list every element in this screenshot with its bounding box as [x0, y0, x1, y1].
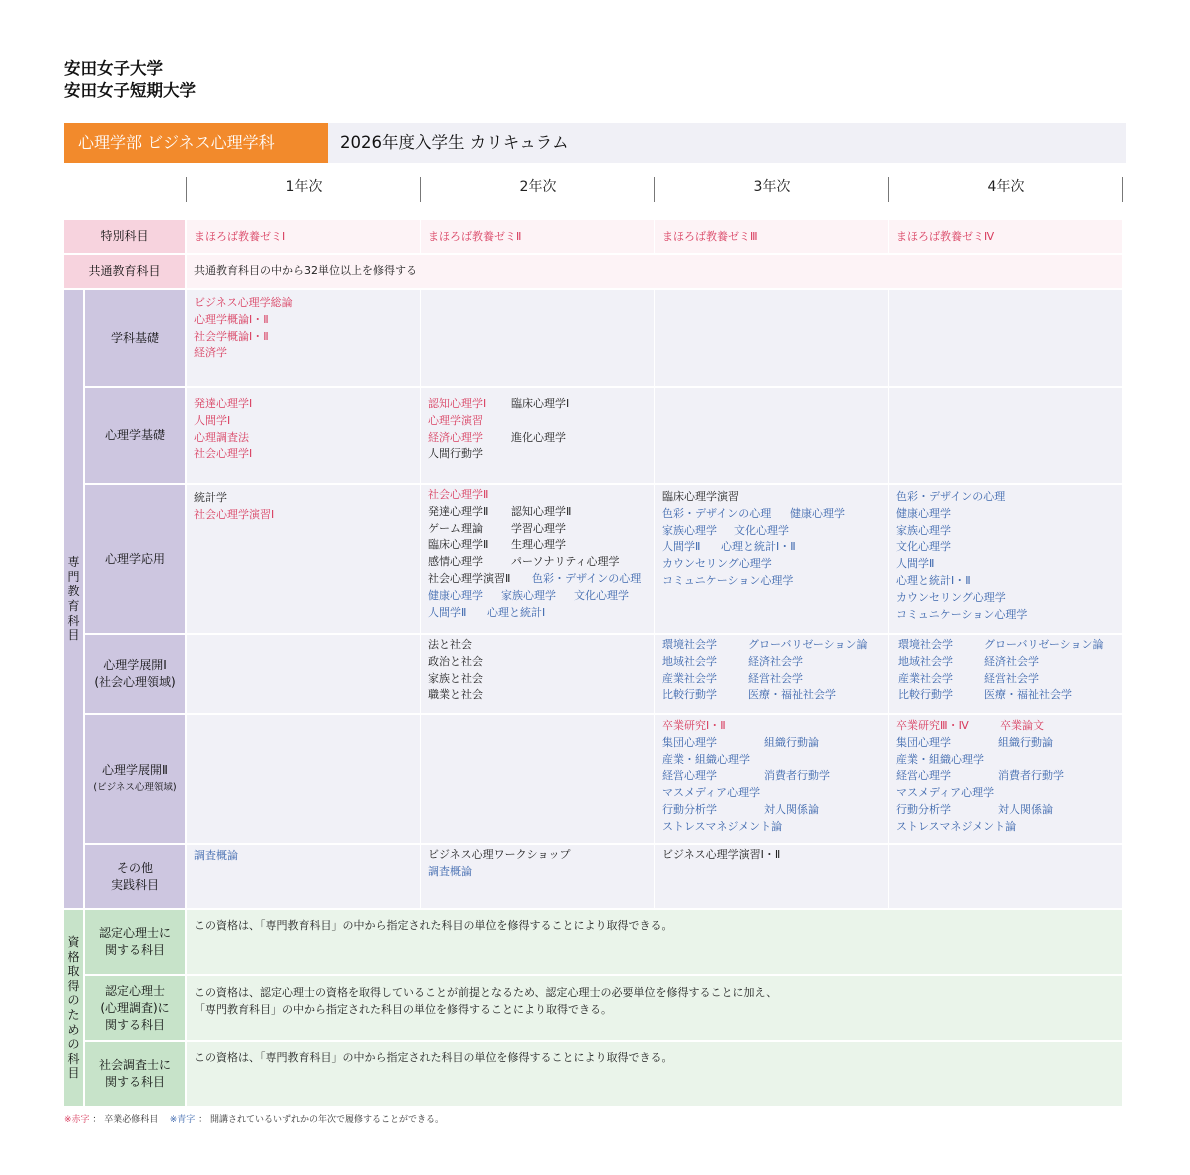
course: 人間学Ⅱ: [428, 605, 467, 619]
row-label-q2: [85, 976, 185, 1040]
applied-y2: [421, 485, 654, 633]
course: 医療・福祉社会学: [748, 688, 836, 702]
course: 臨床心理学演習: [662, 490, 739, 503]
course: 調査概論: [428, 864, 472, 878]
course: 地域社会学: [898, 654, 953, 668]
special-y4: まほろば教養ゼミⅣ: [889, 220, 1122, 253]
course: 経営心理学: [896, 769, 951, 783]
course: 色彩・デザインの心理: [896, 490, 1006, 503]
course: 生理心理学: [511, 538, 566, 552]
course: 健康心理学: [790, 506, 845, 520]
row-label-line: 認定心理士: [104, 983, 165, 998]
psych-basic-y4: [889, 388, 1122, 483]
row-label-line: その他: [116, 860, 153, 875]
legend-blue-desc: ： 開講されているいずれかの年次で履修することができる。: [195, 1115, 445, 1125]
course: 産業・組織心理学: [662, 752, 750, 766]
row-label-applied: 心理学応用: [85, 485, 185, 633]
course: パーソナリティ心理学: [511, 555, 620, 569]
row-label-line: 心理学展開Ⅱ: [102, 763, 168, 777]
row-label-line: 実践科目: [110, 877, 159, 892]
course: 経済社会学: [984, 654, 1039, 668]
dev2-y2: [421, 715, 654, 843]
course: 医療・福祉社会学: [984, 688, 1072, 702]
course: 人間行動学: [428, 447, 483, 461]
department-label: 心理学部 ビジネス心理学科: [64, 123, 328, 163]
course: 社会心理学演習Ⅱ: [428, 571, 511, 585]
vertical-char: 門: [67, 569, 80, 584]
course: 卒業研究Ⅲ・Ⅳ: [896, 719, 969, 732]
vertical-text: [67, 555, 79, 643]
course: マスメディア心理学: [896, 786, 995, 800]
legend-note: [64, 1114, 444, 1126]
course: 法と社会: [428, 638, 472, 651]
special-y1: まほろば教養ゼミⅠ: [187, 220, 420, 253]
group-label-specialized: [64, 290, 83, 908]
course: 心理学演習: [428, 413, 483, 427]
row-label-line: 関する科目: [104, 1017, 165, 1032]
curriculum-title: 2026年度入学生 カリキュラム: [340, 133, 569, 152]
course: 認知心理学Ⅱ: [511, 504, 572, 518]
course: 経済社会学: [748, 654, 803, 668]
vertical-char: 科: [67, 613, 80, 628]
college-name: 安田女子短期大学: [64, 81, 196, 100]
course: 比較行動学: [898, 688, 953, 702]
course: 卒業研究Ⅰ・Ⅱ: [662, 719, 726, 732]
other-y1: [187, 845, 420, 908]
course: 産業社会学: [898, 671, 953, 685]
other-y2: [421, 845, 654, 908]
course: ビジネス心理学演習Ⅰ・Ⅱ: [662, 848, 781, 861]
course: 人間学Ⅰ: [194, 413, 231, 427]
vertical-text: [67, 935, 79, 1081]
vertical-char: め: [67, 1022, 80, 1037]
row-label-common: 共通教育科目: [64, 255, 185, 288]
course: 臨床心理学Ⅱ: [428, 538, 489, 552]
course: 対人関係論: [998, 802, 1053, 816]
course: コミュニケーション心理学: [896, 607, 1028, 621]
legend-blue-word: 青字: [177, 1115, 196, 1125]
applied-y1: [187, 485, 420, 633]
course: 家族と社会: [428, 671, 483, 685]
vertical-char: 教: [67, 584, 80, 599]
course: カウンセリング心理学: [662, 557, 772, 571]
dev2-y1: [187, 715, 420, 843]
course: 家族心理学: [896, 523, 951, 537]
row-label-line: 心理学展開Ⅰ: [103, 658, 167, 672]
year-header-3: 3年次: [753, 179, 791, 195]
dev2-y4: [889, 715, 1122, 843]
course: 行動分析学: [662, 802, 717, 816]
course: 統計学: [194, 491, 227, 504]
vertical-char: 資: [67, 935, 80, 950]
course: 調査概論: [194, 849, 238, 862]
course: 発達心理学Ⅱ: [428, 504, 489, 518]
course: カウンセリング心理学: [896, 590, 1006, 604]
course: コミュニケーション心理学: [662, 573, 794, 587]
q1-text: この資格は、「専門教育科目」の中から指定された科目の単位を修得することにより取得できる。: [187, 910, 1122, 974]
title-banner: [64, 123, 1126, 163]
basic-y3: [655, 290, 888, 386]
legend-mark: ※: [169, 1115, 178, 1125]
course: 家族心理学: [501, 588, 556, 602]
course: 心理と統計Ⅰ: [487, 605, 546, 619]
course: ゲーム理論: [428, 521, 483, 535]
row-label-q1: [85, 910, 185, 974]
course: 心理学概論Ⅰ・Ⅱ: [194, 312, 269, 326]
year-header-1: 1年次: [285, 179, 323, 195]
course: 比較行動学: [662, 688, 717, 702]
course: ビジネス心理学総論: [194, 296, 293, 309]
vertical-char: 取: [67, 964, 80, 979]
course: 社会学概論Ⅰ・Ⅱ: [194, 329, 269, 343]
course: ビジネス心理ワークショップ: [428, 848, 571, 861]
dev1-y1: [187, 635, 420, 713]
basic-y2: [421, 290, 654, 386]
course: 対人関係論: [764, 802, 819, 816]
course: 人間学Ⅱ: [896, 557, 935, 571]
q2-text-line: 「専門教育科目」の中から指定された科目の単位を修得することにより取得できる。: [194, 1002, 612, 1016]
row-label-dev2: [85, 715, 185, 843]
course: 心理と統計Ⅰ・Ⅱ: [721, 540, 796, 554]
course: 経済心理学: [428, 430, 483, 444]
course: 卒業論文: [1000, 719, 1044, 732]
other-y3: [655, 845, 888, 908]
course: 産業・組織心理学: [896, 752, 984, 766]
course: 家族心理学: [662, 523, 717, 537]
dev2-y3: [655, 715, 888, 843]
course: 職業と社会: [428, 688, 483, 702]
course: 社会心理学Ⅱ: [428, 488, 489, 501]
special-y3: まほろば教養ゼミⅢ: [655, 220, 888, 253]
vertical-char: 専: [67, 555, 80, 570]
vertical-char: 育: [67, 599, 80, 613]
common-text: 共通教育科目の中から32単位以上を修得する: [187, 255, 1122, 288]
course: 人間学Ⅱ: [662, 540, 701, 554]
psych-basic-y3: [655, 388, 888, 483]
other-y4: [889, 845, 1122, 908]
legend-red-desc: ： 卒業必修科目: [89, 1115, 159, 1125]
course: 文化心理学: [574, 588, 629, 602]
course: 色彩・デザインの心理: [662, 506, 772, 520]
course: 組織行動論: [998, 735, 1053, 749]
course: 政治と社会: [428, 654, 483, 668]
course: 環境社会学: [662, 638, 717, 651]
course: 経済学: [194, 346, 227, 360]
vertical-char: 得: [67, 978, 80, 993]
course: 心理調査法: [194, 430, 249, 444]
vertical-char: 科: [67, 1051, 80, 1066]
dev1-y3: [655, 635, 888, 713]
university-names: [64, 58, 196, 102]
applied-y4: [889, 485, 1122, 633]
course: 行動分析学: [896, 802, 951, 816]
course: 健康心理学: [428, 588, 483, 602]
course: 心理と統計Ⅰ・Ⅱ: [896, 573, 971, 587]
applied-y3: [655, 485, 888, 633]
vertical-char: 格: [67, 949, 80, 964]
row-label-dev1: [85, 635, 185, 713]
legend-red-word: 赤字: [71, 1115, 90, 1125]
university-name: 安田女子大学: [64, 59, 163, 78]
course: 色彩・デザインの心理: [532, 571, 642, 585]
course: 感情心理学: [428, 555, 483, 569]
group-label-qualification: [64, 910, 83, 1106]
course: 健康心理学: [896, 506, 951, 520]
q2-text: [187, 976, 1122, 1040]
course: 組織行動論: [764, 735, 819, 749]
row-label-basic: 学科基礎: [85, 290, 185, 386]
course: 進化心理学: [511, 430, 566, 444]
course: 経営社会学: [748, 671, 803, 685]
vertical-char: た: [67, 1008, 80, 1022]
row-label-q3: [85, 1042, 185, 1106]
basic-y4: [889, 290, 1122, 386]
course: 発達心理学Ⅰ: [194, 397, 253, 410]
course: 集団心理学: [662, 735, 717, 749]
course: 環境社会学: [898, 638, 953, 651]
vertical-char: の: [67, 993, 80, 1008]
course: 認知心理学Ⅰ: [428, 397, 487, 410]
course: 学習心理学: [511, 521, 566, 535]
row-label-line: (社会心理領域): [94, 675, 176, 689]
psych-basic-y2: [421, 388, 654, 483]
course: 地域社会学: [662, 654, 717, 668]
course: ストレスマネジメント論: [662, 819, 783, 833]
row-label-line: 関する科目: [104, 943, 165, 957]
course: 産業社会学: [662, 671, 717, 685]
year-header-2: 2年次: [519, 179, 557, 195]
course: 消費者行動学: [998, 769, 1064, 783]
psych-basic-y1: [187, 388, 420, 483]
dev1-y2: [421, 635, 654, 713]
row-label-other: [85, 845, 185, 908]
row-label-line: (心理調査)に: [100, 1000, 170, 1015]
year-header-4: 4年次: [987, 179, 1025, 195]
row-label-line: 関する科目: [104, 1075, 165, 1089]
row-label-special: 特別科目: [64, 220, 185, 253]
course: 経営心理学: [662, 769, 717, 783]
row-label-line: (ビジネス心理領域): [93, 782, 177, 793]
vertical-char: の: [67, 1037, 80, 1052]
basic-y1: [187, 290, 420, 386]
course: 社会心理学Ⅰ: [194, 447, 253, 461]
course: ストレスマネジメント論: [896, 819, 1017, 833]
row-label-line: 認定心理士に: [98, 926, 171, 940]
special-y2: まほろば教養ゼミⅡ: [421, 220, 654, 253]
course: 社会心理学演習Ⅰ: [194, 507, 275, 521]
course: グローバリゼーション論: [984, 638, 1104, 651]
course: 文化心理学: [896, 540, 951, 554]
dev1-y4: [889, 635, 1122, 713]
vertical-char: 目: [67, 1066, 80, 1081]
legend-mark: ※: [64, 1115, 72, 1125]
course: 経営社会学: [984, 671, 1039, 685]
q3-text: この資格は、「専門教育科目」の中から指定された科目の単位を修得することにより取得できる。: [187, 1042, 1122, 1106]
q2-text-line: この資格は、認定心理士の資格を取得していることが前提となるため、認定心理士の必要単位を修得することに加え、: [194, 986, 778, 999]
course: 集団心理学: [896, 735, 951, 749]
course: 消費者行動学: [764, 769, 830, 783]
vertical-char: 目: [67, 628, 80, 643]
row-label-psych-basic: 心理学基礎: [85, 388, 185, 483]
course: グローバリゼーション論: [748, 638, 868, 651]
course: マスメディア心理学: [662, 786, 761, 800]
course: 臨床心理学Ⅰ: [511, 397, 570, 410]
row-label-line: 社会調査士に: [98, 1058, 171, 1072]
course: 文化心理学: [734, 523, 789, 537]
